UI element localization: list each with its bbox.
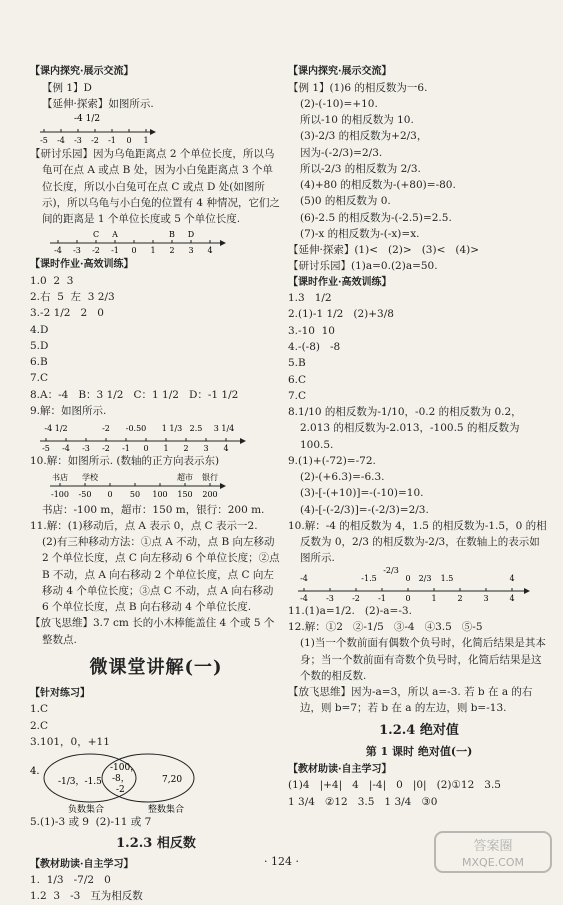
answer-line: 1.C [30, 703, 49, 716]
answer-line: 10.解：-4 的相反数为 4，1.5 的相反数为-1.5，0 的相反数为 0，2/3 的相反数为-2/3，在数轴上的表示如图所示. [288, 519, 547, 565]
number-line-3-point-label: 3 1/4 [213, 424, 235, 434]
number-line-3-point-label: 1 1/3 [161, 424, 183, 434]
number-line-3-tick-label: 4 [223, 444, 229, 454]
answer-line: 1 3/4 ②12 3.5 1 3/4 ③0 [288, 795, 438, 808]
answer-line: 5.D [30, 339, 49, 352]
section-header: 【课内探究·展示交流】 [288, 66, 392, 77]
number-line-1-tick-label: -4 [57, 136, 65, 146]
number-line-4-tick-label: 200 [202, 489, 218, 499]
number-line-2-tick-label: 3 [188, 246, 194, 256]
answer-line: 8.1/10 的相反数为-1/10，-0.2 的相反数为 0.2，2.013 的相反数为-2.013，-100.5 的相反数为 100.5. [288, 406, 523, 451]
section-header: 【针对练习】 [30, 687, 90, 699]
answer-line: 【延伸·探索】(1)< (2)> (3)< (4)> [288, 244, 480, 257]
number-line-2-point-label: D [187, 230, 195, 240]
number-line-1-tick-label: -5 [40, 136, 48, 146]
number-line-3-tick-label: -3 [82, 444, 90, 454]
number-line-5-point-label: 1.5 [440, 573, 454, 583]
number-line-5-tick-label: 1 [431, 593, 437, 603]
answer-line: (1)当一个数前面有偶数个负号时，化简后结果是其本身；当一个数前面有奇数个负号时，化简后结果是这个数的相反数. [300, 637, 546, 682]
answer-line: 书店：-100 m，超市：150 m，银行：200 m. [42, 503, 265, 516]
number-line-1-tick-label: -1 [108, 136, 116, 146]
number-line-5 [288, 567, 538, 603]
answer-line: 【放飞思维】3.7 cm 长的小木棒能盖住 4 个或 5 个整数点. [30, 617, 275, 646]
answer-line: 6.B [30, 356, 48, 369]
number-line-4 [30, 470, 230, 502]
answer-line: 2.(1)-1 1/2 (2)+3/8 [288, 308, 394, 321]
answer-line: (7)-x 的相反数为-(-x)=x. [300, 227, 420, 240]
number-line-2-tick-label: 0 [131, 246, 137, 256]
answer-line: (1)4 |+4| 4 |-4| 0 |0| (2)①12 3.5 [288, 779, 501, 792]
venn-mid-item: -100， [110, 763, 140, 774]
number-line-2-tick-label: -1 [111, 246, 119, 256]
answer-line: (3)-[-(+10)]=-(-10)=10. [300, 487, 424, 500]
number-line-5-point-label: -1.5 [361, 573, 377, 583]
number-line-5-point-label: -4 [300, 573, 308, 583]
answer-line: (5)0 的相反数为 0. [300, 195, 391, 208]
right-column [288, 64, 550, 810]
answer-line: 3.-10 10 [288, 324, 335, 337]
answer-line: 【研讨乐园】(1)a=0.(2)a=50. [288, 260, 438, 273]
number-line-2-tick-label: 4 [207, 246, 213, 256]
number-line-5-tick-label: 0 [405, 593, 411, 603]
number-line-5-tick-label: -2 [352, 593, 360, 603]
number-line-2-point-label: C [92, 230, 100, 240]
section-header: 【教材助读·自主学习】 [288, 763, 392, 775]
answer-line: 所以-10 的相反数为 10. [300, 114, 414, 127]
answer-line: 4. [30, 766, 40, 778]
section-header: 【教材助读·自主学习】 [30, 858, 134, 870]
number-line-1 [30, 112, 170, 146]
subsection-title: 第 1 课时 绝对值(一) [365, 744, 473, 758]
answer-line: 9.(1)+(-72)=-72. [288, 454, 376, 467]
number-line-2-point-label: B [169, 230, 175, 240]
micro-lesson-title: 微课堂讲解(一) [89, 656, 223, 678]
number-line-3-tick-label: 2 [183, 444, 189, 454]
number-line-2-tick-label: 2 [169, 246, 175, 256]
number-line-5-tick-label: -1 [378, 593, 386, 603]
number-line-5-tick-label: -4 [300, 593, 308, 603]
answer-line: 12.解：①2 ②-1/5 ③-4 ④3.5 ⑤-5 [288, 620, 483, 633]
answer-line: 所以-2/3 的相反数为 2/3. [300, 162, 421, 175]
number-line-3-tick-label: 1 [163, 444, 169, 454]
answer-line: 4.-(-8) -8 [288, 340, 341, 353]
answer-line: 11.(1)a=1/2. (2)-a=-3. [288, 604, 412, 617]
number-line-4-tick-label: 150 [177, 489, 193, 499]
number-line-3-tick-label: -1 [122, 444, 130, 454]
page-number: · 124 · [264, 855, 299, 868]
number-line-3-tick-label: -2 [102, 444, 110, 454]
answer-line: 5.B [288, 357, 306, 370]
number-line-4-point-label: 书店 [52, 472, 68, 482]
number-line-3-tick-label: -5 [42, 444, 50, 454]
answer-line: (2)-(-10)=+10. [300, 97, 378, 110]
answer-line: (4)+80 的相反数为-(+80)=-80. [300, 179, 456, 192]
number-line-4-point-label: 超市 [177, 472, 193, 482]
answer-line: 因为-(-2/3)=2/3. [300, 146, 383, 159]
answer-line: (4)-[-(-2/3)]=-(-2/3)=2/3. [300, 503, 429, 516]
answer-line: 1.3 1/2 [288, 292, 332, 305]
number-line-2-point-label: A [112, 230, 118, 240]
answer-line: 10.解：如图所示. (数轴的正方向表示东) [30, 455, 220, 468]
number-line-4-tick-label: -100 [51, 489, 69, 499]
number-line-5-point-label: -2/3 [383, 566, 399, 575]
number-line-5-point-label: 0 [405, 573, 411, 583]
answer-line: 6.C [288, 373, 307, 386]
answer-line: 9.解：如图所示. [30, 404, 107, 417]
number-line-1-tick-label: -2 [91, 136, 99, 146]
number-line-5-tick-label: 4 [509, 593, 515, 603]
number-line-4-point-label: 银行 [202, 472, 218, 482]
venn-left-label: 负数集合 [68, 805, 105, 815]
venn-right-items: 7,20 [162, 775, 183, 786]
answer-line: 【放飞思维】因为-a=3，所以 a=-3. 若 b 在 a 的右边，则 b=7；若 b 在 a 的左边，则 b=-13. [288, 686, 533, 715]
answer-line: 7.C [288, 389, 307, 402]
number-line-2 [30, 227, 230, 257]
number-line-3-tick-label: -4 [62, 444, 70, 454]
section-title: 1.2.4 绝对值 [379, 722, 459, 738]
answer-line: 2.C [30, 719, 49, 732]
number-line-5-tick-label: 2 [457, 593, 463, 603]
venn-mid-item: -2 [116, 785, 125, 796]
venn-diagram [30, 750, 220, 814]
venn-right-label: 整数集合 [148, 805, 185, 815]
left-column [30, 64, 282, 905]
answer-line: 8.A：-4 B：3 1/2 C：1 1/2 D：-1 1/2 [30, 388, 239, 401]
answer-line: 3.-2 1/2 2 0 [30, 307, 104, 320]
answer-line: 【例 1】(1)6 的相反数为一6. [288, 81, 428, 94]
number-line-4-tick-label: 100 [152, 489, 168, 499]
section-header: 【课时作业·高效训练】 [30, 259, 134, 271]
number-line-2-tick-label: 1 [150, 246, 156, 256]
venn-mid-item: -8， [112, 774, 130, 785]
answer-line: (6)-2.5 的相反数为-(-2.5)=2.5. [300, 211, 452, 224]
number-line-2-tick-label: -3 [73, 246, 81, 256]
answer-line: 1. 1/3 -7/2 0 [30, 874, 111, 886]
number-line-3-tick-label: 0 [143, 444, 149, 454]
number-line-4-tick-label: 0 [107, 489, 113, 499]
number-line-5-tick-label: -3 [326, 593, 334, 603]
number-line-5-point-label: 2/3 [418, 573, 432, 583]
number-line-3-point-label: -2 [102, 424, 110, 434]
answer-line: 1.0 2 3 [30, 274, 74, 287]
section-header: 【课时作业·高效训练】 [288, 276, 392, 288]
number-line-1-tick-label: -3 [74, 136, 82, 146]
answer-line: (2)-(+6.3)=-6.3. [300, 471, 385, 484]
number-line-3-point-label: -4 1/2 [44, 424, 68, 434]
answer-line: 7.C [30, 372, 49, 385]
watermark-logo [433, 830, 553, 874]
number-line-1-tick-label: 0 [126, 136, 132, 146]
venn-left-items: -1/3，-1.5 [58, 777, 102, 788]
answer-line: 11.解：(1)移动后，点 A 表示 0，点 C 表示一2. [30, 519, 258, 532]
number-line-5-point-label: 4 [509, 573, 515, 583]
answer-line: 【例 1】D [42, 81, 92, 94]
number-line-2-tick-label: -2 [92, 246, 100, 256]
discussion-text: 【研讨乐园】因为乌龟距离点 2 个单位长度，所以乌龟可在点 A 或点 B 处，因为小白兔距离点 3 个单位长度，所以小白兔可在点 C 或点 D 处(如图所示)，所以乌龟与小白兔的位置有 4 种情况，它们之间的距离是 1 个单位长度或 5 个单位长度. [30, 148, 280, 226]
answer-line: (3)-2/3 的相反数为+2/3， [300, 130, 428, 143]
svg-text:MXQE.COM: MXQE.COM [462, 856, 524, 869]
answer-line: 1.2 3 -3 互为相反数 [30, 890, 143, 903]
number-line-5-tick-label: 3 [483, 593, 489, 603]
number-line-2-tick-label: -4 [54, 246, 62, 256]
answer-line: 3.101，0，+11 [30, 735, 110, 748]
answer-line: 2.右 5 左 3 2/3 [30, 291, 115, 304]
number-line-4-tick-label: 50 [129, 489, 141, 499]
number-line-3 [30, 419, 250, 453]
number-line-3-point-label: 2.5 [189, 424, 203, 434]
answer-line: 4.D [30, 323, 49, 336]
answer-line: 5.(1)-3 或 9 (2)-11 或 7 [30, 816, 152, 829]
number-line-4-point-label: 学校 [82, 472, 98, 482]
number-line-3-point-label: -0.50 [125, 424, 147, 434]
number-line-4-tick-label: -50 [78, 489, 92, 499]
answer-line: 【延伸·探索】如图所示. [42, 97, 154, 110]
number-line-1-tick-label: 1 [143, 136, 149, 146]
number-line-label: -4 1/2 [74, 114, 101, 125]
section-title: 1.2.3 相反数 [116, 836, 196, 852]
section-header: 【课内探究·展示交流】 [30, 66, 134, 77]
number-line-3-tick-label: 3 [203, 444, 209, 454]
answer-line: (2)有三种移动方法：①点 A 不动，点 B 向左移动 2 个单位长度，点 C 向左移动 6 个单位长度；②点 B 不动，点 A 向右移动 2 个单位长度，点 C 向左移动 4 个单位长度；③点 C 不动，点 A 向右移动 6 个单位长度，点 B 向右移动 4 个单位长度. [42, 536, 283, 614]
svg-text:答案圈: 答案圈 [473, 839, 513, 854]
